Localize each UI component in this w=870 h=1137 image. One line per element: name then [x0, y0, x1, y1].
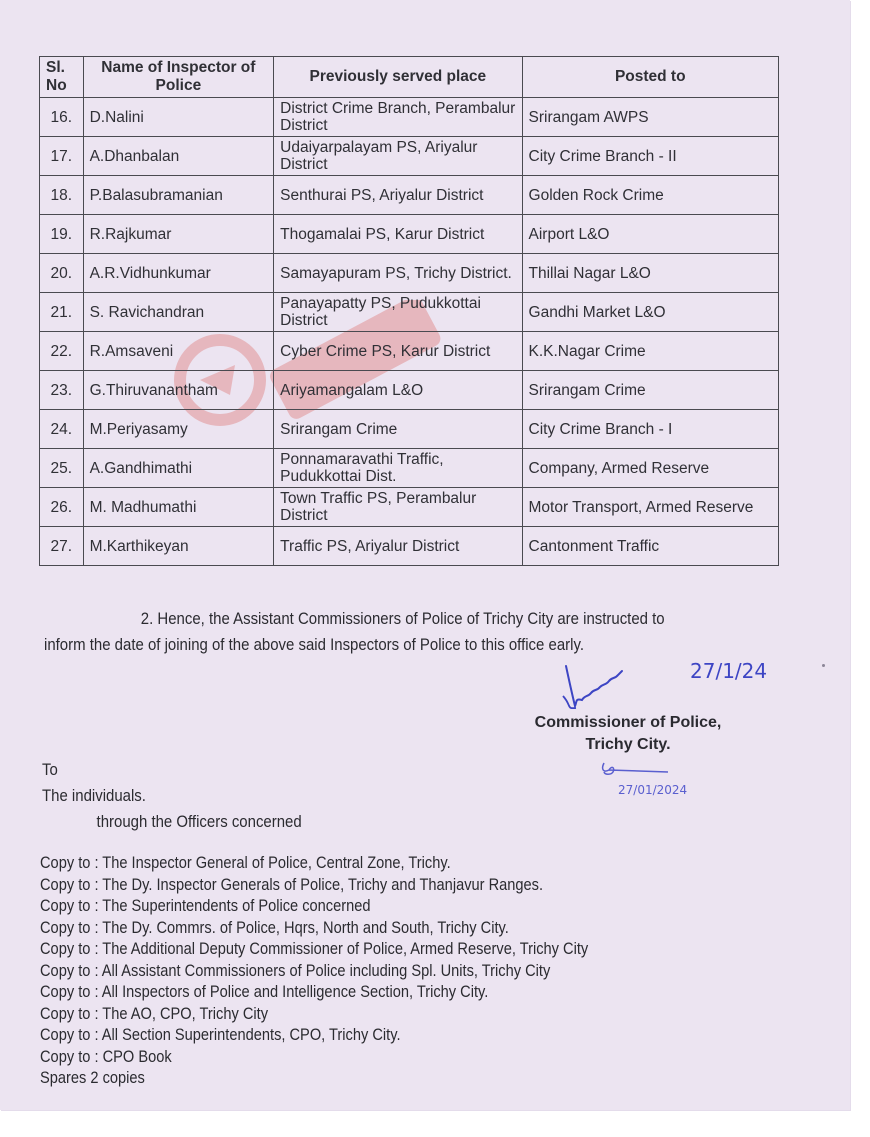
table-row [40, 137, 779, 176]
paragraph-line-1: 2. Hence, the Assistant Commissioners of Police of Trichy City are instructed to [140, 609, 665, 628]
initials-date: 27/01/2024 [618, 783, 688, 797]
cell-previous-place: Samayapuram PS, Trichy District. [274, 254, 522, 293]
cell-name: A.Gandhimathi [83, 449, 274, 488]
to-through: through the Officers concerned [96, 812, 302, 831]
copy-to-item: Copy to : The Additional Deputy Commissioner of Police, Armed Reserve, Trichy City [40, 939, 589, 958]
to-label: To [42, 760, 58, 779]
cell-name: S. Ravichandran [83, 293, 274, 332]
header-sl-no: Sl. No [40, 57, 84, 98]
cell-name: M.Karthikeyan [83, 527, 274, 566]
table-row [40, 215, 779, 254]
cell-posted-to: City Crime Branch - II [522, 137, 778, 176]
signatory-line-2: Trichy City. [585, 736, 671, 753]
cell-previous-place: Town Traffic PS, Perambalur District [274, 488, 522, 527]
cell-posted-to: Motor Transport, Armed Reserve [522, 488, 778, 527]
table-row [40, 371, 779, 410]
cell-previous-place: Ariyamangalam L&O [274, 371, 522, 410]
cell-previous-place: Panayapatty PS, Pudukkottai District [274, 293, 522, 332]
transfer-table [39, 56, 779, 566]
cell-sl-no: 18. [40, 176, 84, 215]
table-row [40, 254, 779, 293]
cell-sl-no: 26. [40, 488, 84, 527]
header-name: Name of Inspector of Police [83, 57, 274, 98]
cell-previous-place: Cyber Crime PS, Karur District [274, 332, 522, 371]
cell-previous-place: Ponnamaravathi Traffic, Pudukkottai Dist. [274, 449, 522, 488]
cell-sl-no: 17. [40, 137, 84, 176]
cell-posted-to: Srirangam AWPS [522, 98, 778, 137]
cell-sl-no: 27. [40, 527, 84, 566]
copy-to-item: Copy to : All Assistant Commissioners of Police including Spl. Units, Trichy City [40, 960, 551, 980]
cell-name: M.Periyasamy [83, 410, 274, 449]
cell-posted-to: Gandhi Market L&O [522, 293, 778, 332]
copy-to-item: Copy to : The AO, CPO, Trichy City [40, 1003, 269, 1023]
cell-sl-no: 25. [40, 449, 84, 488]
cell-posted-to: Cantonment Traffic [522, 527, 778, 566]
cell-name: P.Balasubramanian [83, 176, 274, 215]
cell-posted-to: City Crime Branch - I [522, 410, 778, 449]
cell-sl-no: 19. [40, 215, 84, 254]
addressee-block [42, 757, 302, 835]
cell-previous-place: Traffic PS, Ariyalur District [274, 527, 522, 566]
table-row [40, 332, 779, 371]
cell-sl-no: 20. [40, 254, 84, 293]
table-row [40, 410, 779, 449]
cell-sl-no: 21. [40, 293, 84, 332]
table-row [40, 527, 779, 566]
copy-to-list [40, 852, 588, 1089]
spares-note: Spares 2 copies [40, 1068, 145, 1087]
table-header-row [40, 57, 779, 98]
cell-previous-place: Senthurai PS, Ariyalur District [274, 176, 522, 215]
copy-to-item: Copy to : CPO Book [40, 1046, 172, 1066]
copy-to-item: Copy to : All Inspectors of Police and Intelligence Section, Trichy City. [40, 982, 489, 1001]
handwritten-signature [560, 662, 670, 710]
cell-name: G.Thiruvanantham [83, 371, 274, 410]
paper-speck [822, 664, 825, 667]
copy-to-item: Copy to : The Superintendents of Police concerned [40, 896, 371, 915]
table-row [40, 449, 779, 488]
copy-to-item: Copy to : All Section Superintendents, CPO, Trichy City. [40, 1025, 401, 1044]
table-row [40, 98, 779, 137]
cell-posted-to: Golden Rock Crime [522, 176, 778, 215]
cell-sl-no: 24. [40, 410, 84, 449]
initials-mark [598, 760, 678, 782]
cell-name: R.Amsaveni [83, 332, 274, 371]
cell-posted-to: K.K.Nagar Crime [522, 332, 778, 371]
handwritten-date: 27/1/24 [690, 659, 768, 683]
cell-posted-to: Srirangam Crime [522, 371, 778, 410]
cell-sl-no: 16. [40, 98, 84, 137]
signatory-line-1: Commissioner of Police, [534, 714, 722, 731]
copy-to-item: Copy to : The Inspector General of Police, Central Zone, Trichy. [40, 853, 451, 872]
to-individuals: The individuals. [42, 786, 146, 805]
header-previous-place: Previously served place [274, 57, 522, 98]
table-row [40, 293, 779, 332]
cell-name: A.Dhanbalan [83, 137, 274, 176]
copy-to-item: Copy to : The Dy. Commrs. of Police, Hqrs, North and South, Trichy City. [40, 917, 509, 937]
instruction-paragraph [44, 606, 713, 658]
paragraph-line-2: inform the date of joining of the above said Inspectors of Police to this office early. [44, 635, 584, 654]
cell-previous-place: Srirangam Crime [274, 410, 522, 449]
table-row [40, 488, 779, 527]
cell-name: D.Nalini [83, 98, 274, 137]
table-row [40, 176, 779, 215]
cell-name: M. Madhumathi [83, 488, 274, 527]
cell-name: R.Rajkumar [83, 215, 274, 254]
cell-posted-to: Company, Armed Reserve [522, 449, 778, 488]
cell-posted-to: Airport L&O [522, 215, 778, 254]
signatory-title [518, 712, 738, 756]
cell-previous-place: Thogamalai PS, Karur District [274, 215, 522, 254]
cell-previous-place: Udaiyarpalayam PS, Ariyalur District [274, 137, 522, 176]
cell-posted-to: Thillai Nagar L&O [522, 254, 778, 293]
cell-sl-no: 23. [40, 371, 84, 410]
cell-name: A.R.Vidhunkumar [83, 254, 274, 293]
header-posted-to: Posted to [522, 57, 778, 98]
copy-to-item: Copy to : The Dy. Inspector Generals of Police, Trichy and Thanjavur Ranges. [40, 874, 544, 894]
cell-sl-no: 22. [40, 332, 84, 371]
cell-previous-place: District Crime Branch, Perambalur District [274, 98, 522, 137]
